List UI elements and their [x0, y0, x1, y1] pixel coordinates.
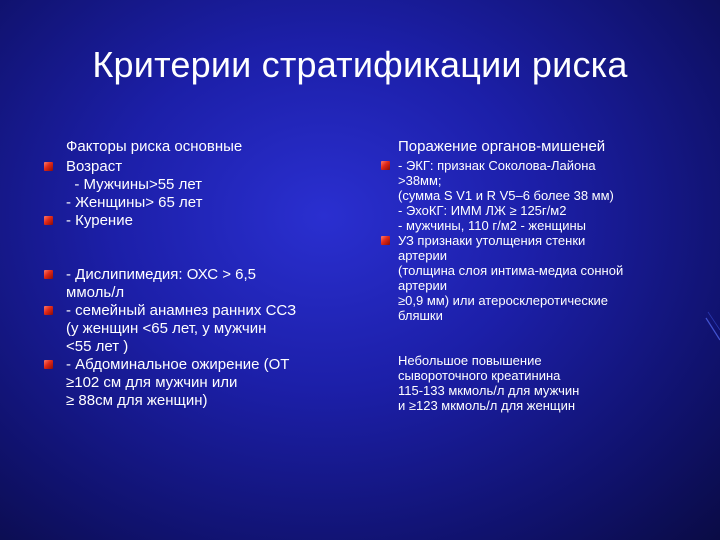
square-bullet-icon [44, 216, 53, 225]
organ-line: 115-133 мкмоль/л для мужчин [398, 383, 580, 398]
square-bullet-icon [381, 236, 390, 245]
risk-item-age [40, 158, 370, 212]
risk-line: - Мужчины>55 лет [66, 176, 203, 193]
organ-line: - мужчины, 110 г/м2 - женщины [398, 218, 586, 233]
risk-line: (у женщин <65 лет, у мужчин [66, 320, 267, 337]
square-bullet-icon [381, 161, 390, 170]
square-bullet-icon [44, 306, 53, 315]
slide-title: Критерии стратификации риска [92, 44, 628, 85]
main-risk-factors-column [40, 138, 370, 410]
organ-line: - ЭхоКГ: ИММ ЛЖ ≥ 125г/м2 [398, 203, 567, 218]
risk-line: - Дислипимедия: ОХС > 6,5 [66, 266, 257, 283]
risk-item-smoking [40, 212, 370, 230]
risk-line: ≥102 см для мужчин или [66, 374, 238, 391]
organ-line: УЗ признаки утолщения стенки [398, 233, 586, 248]
risk-item-dyslipidemia [40, 266, 370, 302]
risk-line: - семейный анамнез ранних ССЗ [66, 302, 297, 319]
target-organ-damage-heading: Поражение органов-мишеней [398, 138, 606, 155]
square-bullet-icon [44, 360, 53, 369]
organ-line: и ≥123 мкмоль/л для женщин [398, 398, 576, 413]
risk-line: - Абдоминальное ожирение (ОТ [66, 356, 290, 373]
organ-line: сывороточного креатинина [398, 368, 561, 383]
organ-line: бляшки [398, 308, 443, 323]
organ-line: (сумма S V1 и R V5–6 более 38 мм) [398, 188, 614, 203]
square-bullet-icon [44, 270, 53, 279]
organ-item-creatinine [380, 353, 700, 413]
risk-line: Возраст [66, 158, 123, 175]
square-bullet-icon [44, 162, 53, 171]
organ-item-ultrasound [380, 233, 700, 323]
risk-line: - Женщины> 65 лет [66, 194, 203, 211]
target-organ-damage-column [380, 138, 700, 413]
risk-line: ммоль/л [66, 284, 125, 301]
risk-line: - Курение [66, 212, 133, 229]
organ-line: (толщина слоя интима-медиа сонной [398, 263, 624, 278]
risk-item-obesity [40, 356, 370, 410]
organ-line: Небольшое повышение [398, 353, 542, 368]
organ-line: >38мм; [398, 173, 442, 188]
risk-line: <55 лет ) [66, 338, 129, 355]
organ-item-ecg-echo [380, 158, 700, 233]
main-risk-factors-heading: Факторы риска основные [66, 138, 243, 155]
organ-line: ≥0,9 мм) или атеросклеротические [398, 293, 609, 308]
organ-line: артерии [398, 278, 447, 293]
risk-line: ≥ 88см для женщин) [66, 392, 208, 409]
organ-line: артерии [398, 248, 447, 263]
organ-line: - ЭКГ: признак Соколова-Лайона [398, 158, 596, 173]
risk-item-family-history [40, 302, 370, 356]
